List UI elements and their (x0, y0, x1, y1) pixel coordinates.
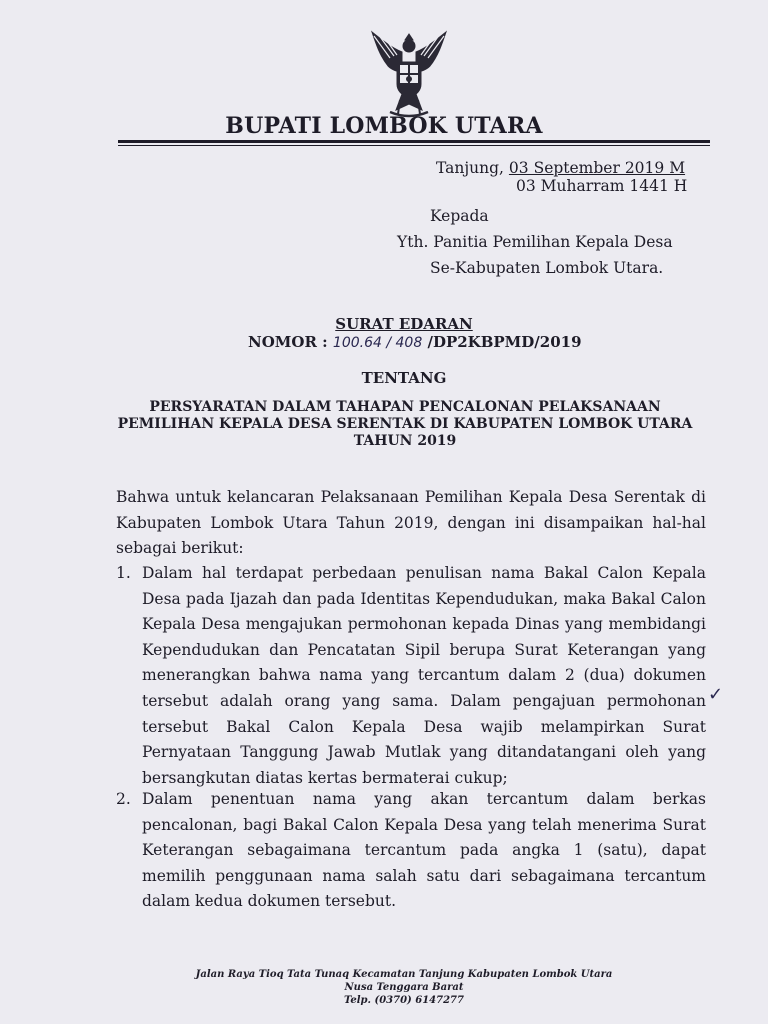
nomor-label: NOMOR : (248, 333, 328, 351)
nomor-handwritten: 100.64 / 408 (332, 335, 423, 351)
garuda-emblem-icon (364, 28, 454, 122)
list-item-number: 1. (116, 564, 131, 582)
handwritten-check-mark-icon: ✓ (708, 684, 724, 705)
tentang-heading: TENTANG (361, 369, 447, 387)
intro-paragraph: Bahwa untuk kelancaran Pelaksanaan Pemilihan Kepala Desa Serentak di Kabupaten Lombok Utara Tahun 2019, dengan ini disampaikan hal-hal sebagai berikut: (116, 488, 706, 558)
recipient-line1: Yth. Panitia Pemilihan Kepala Desa (397, 233, 673, 251)
nomor-suffix: /DP2KBPMD/2019 (427, 333, 582, 351)
subject-line-3: TAHUN 2019 (353, 433, 457, 449)
subject-line-1: PERSYARATAN DALAM TAHAPAN PENCALONAN PELAKSANAAN (149, 399, 661, 415)
footer-address (0, 968, 768, 1007)
date-place: Tanjung, (436, 159, 504, 177)
recipient-kepada: Kepada (430, 207, 489, 225)
document-number (248, 333, 582, 351)
letterhead-rule-thin (118, 145, 710, 146)
office-title: BUPATI LOMBOK UTARA (225, 113, 543, 139)
date-gregorian: 03 September 2019 M (508, 159, 686, 177)
list-item-text: Dalam penentuan nama yang akan tercantum dalam berkas pencalonan, bagi Bakal Calon Kepala Desa yang telah menerima Surat Keterangan sebagaimana tercantum pada angka 1 (satu), dapat memilih penggunaan nama salah satu dari sebagaimana tercantum dalam kedua dokumen tersebut. (142, 790, 706, 911)
footer-line-2: Nusa Tenggara Barat (344, 982, 464, 993)
date-hijri: 03 Muharram 1441 H (516, 177, 688, 195)
footer-line-3: Telp. (0370) 6147277 (344, 995, 464, 1006)
date-line (436, 159, 685, 177)
letterhead-rule-thick (118, 140, 710, 143)
footer-line-1: Jalan Raya Tioq Tata Tunaq Kecamatan Tanjung Kabupaten Lombok Utara (195, 969, 613, 980)
list-item-number: 2. (116, 790, 131, 808)
document-type: SURAT EDARAN (335, 315, 473, 333)
recipient-line2: Se-Kabupaten Lombok Utara. (430, 259, 664, 277)
list-item-text: Dalam hal terdapat perbedaan penulisan nama Bakal Calon Kepala Desa pada Ijazah dan pada Identitas Kependudukan, maka Bakal Calon Kepala Desa mengajukan permohonan kepada Dinas yang membidangi Kependudukan dan Pencatatan Sipil berupa Surat Keterangan yang menerangkan bahwa nama yang tercantum dalam 2 (dua) dokumen tersebut adalah orang yang sama. Dalam pengajuan permohonan tersebut Bakal Calon Kepala Desa wajib melampirkan Surat Pernyataan Tanggung Jawab Mutlak yang ditandatangani oleh yang bersangkutan diatas kertas bermaterai cukup; (142, 564, 706, 787)
subject-line-2: PEMILIHAN KEPALA DESA SERENTAK DI KABUPATEN LOMBOK UTARA (117, 416, 693, 432)
subject-heading (110, 399, 700, 450)
